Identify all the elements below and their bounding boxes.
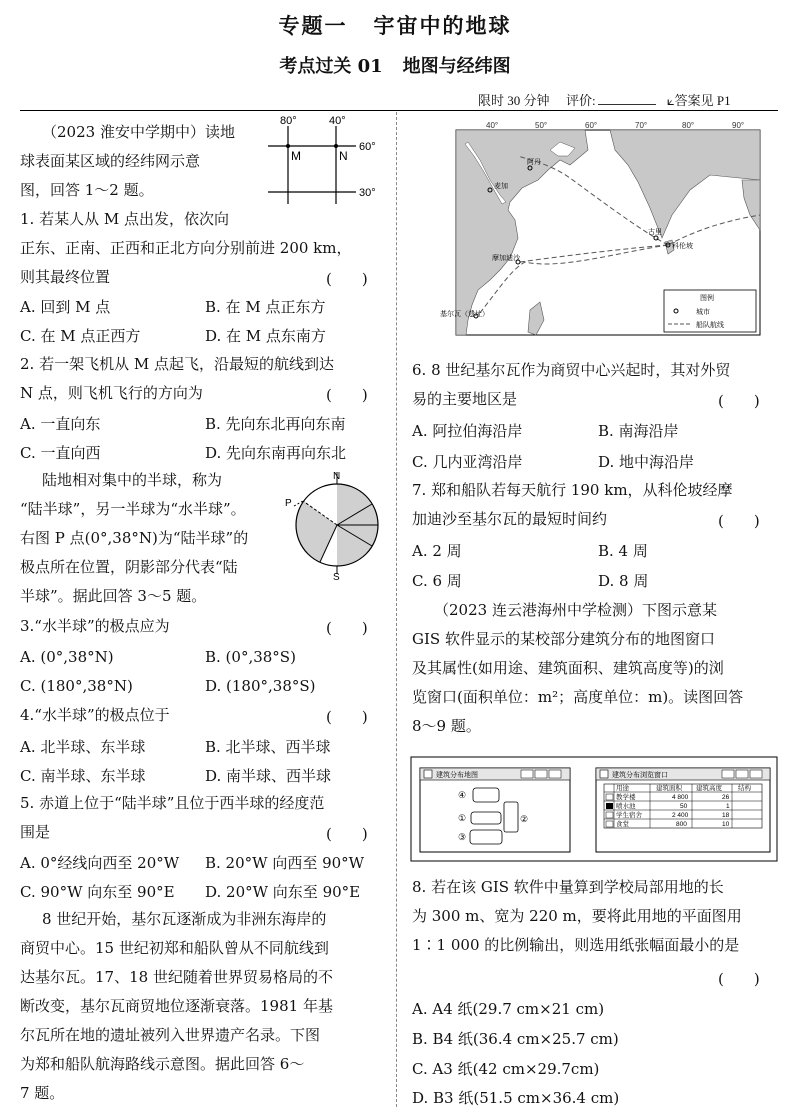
city-kilwa: 基尔瓦（遗址）: [440, 311, 489, 318]
gis-row-1-height: 26: [722, 794, 730, 801]
q4-answer-blank[interactable]: ( ): [326, 708, 368, 726]
q1-line-3: 则其最终位置: [20, 268, 111, 286]
q2-option-b[interactable]: B. 先向东北再向东南: [205, 415, 346, 433]
q1-option-b[interactable]: B. 在 M 点正东方: [205, 298, 326, 316]
intro-2-line-1: 陆地相对集中的半球，称为: [42, 471, 223, 489]
column-divider: [396, 112, 397, 1107]
hemisphere-figure: [282, 468, 382, 580]
q2-line-2: N 点，则飞机飞行的方向为: [20, 384, 203, 402]
q1-line-2: 正东、正南、正西和正北方向分别前进 200 km，: [20, 239, 352, 257]
gis-row-3-area: 2 400: [672, 812, 689, 819]
q8-option-a[interactable]: A. A4 纸(29.7 cm×21 cm): [412, 1000, 605, 1018]
map-lon-70: 70°: [635, 121, 648, 130]
time-limit: 限时 30 分钟: [478, 93, 550, 108]
q8-option-d[interactable]: D. B3 纸(51.5 cm×36.4 cm): [412, 1089, 620, 1107]
q4-option-b[interactable]: B. 北半球、西半球: [205, 738, 331, 756]
q5-option-c[interactable]: C. 90°W 向东至 90°E: [20, 883, 175, 901]
q6-option-a[interactable]: A. 阿拉伯海沿岸: [412, 422, 523, 440]
map-lon-80: 80°: [682, 121, 695, 130]
title-right: 宇宙中的地球: [373, 13, 512, 38]
q8-answer-blank[interactable]: ( ): [718, 970, 760, 988]
subtitle-left: 考点过关 01: [279, 56, 383, 77]
map-lon-60: 60°: [585, 121, 598, 130]
lat-label-60: 60°: [359, 141, 376, 153]
point-n: N: [339, 149, 348, 163]
q1-line-1: 1. 若某人从 M 点出发，依次向: [20, 210, 229, 228]
q8-line-2: 为 300 m、宽为 220 m，要将此用地的平面图用: [412, 907, 742, 925]
q7-option-b[interactable]: B. 4 周: [598, 542, 648, 560]
q7-option-c[interactable]: C. 6 周: [412, 572, 462, 590]
answer-reference: ⟀答案见 P1: [666, 93, 731, 108]
gis-row-3-use: 学生宿舍: [616, 812, 642, 819]
q3-option-d[interactable]: D. (180°,38°S): [205, 677, 316, 695]
intro-1-line-2: 球表面某区域的经纬网示意: [20, 152, 201, 170]
intro-3-line-4: 断改变，基尔瓦商贸地位逐渐衰落。1981 年基: [20, 997, 333, 1015]
q2-option-c[interactable]: C. 一直向西: [20, 444, 101, 462]
q6-line-2: 易的主要地区是: [412, 390, 518, 408]
gis-header-structure: 结构: [738, 785, 751, 792]
gis-row-2-use: 喷水池: [616, 803, 636, 810]
q4-option-a[interactable]: A. 北半球、东半球: [20, 738, 146, 756]
lon-label-80: 80°: [280, 115, 297, 127]
voyage-map: [410, 120, 780, 348]
gis-marker-2: ②: [520, 814, 529, 824]
q1-option-a[interactable]: A. 回到 M 点: [20, 298, 111, 316]
city-mogadishu: 摩加迪沙: [492, 255, 520, 262]
q5-line-1: 5. 赤道上位于“陆半球”且位于西半球的经度范: [20, 794, 325, 812]
gis-row-1-area: 4 800: [672, 794, 689, 801]
q8-line-1: 8. 若在该 GIS 软件中量算到学校局部用地的长: [412, 878, 724, 896]
point-m: M: [291, 149, 301, 163]
q6-answer-blank[interactable]: ( ): [718, 392, 760, 410]
q3-option-b[interactable]: B. (0°,38°S): [205, 648, 296, 666]
meta-info: [478, 90, 731, 109]
gis-marker-1: ①: [458, 813, 467, 823]
intro-1-line-3: 图，回答 1～2 题。: [20, 181, 154, 199]
q2-answer-blank[interactable]: ( ): [326, 386, 368, 404]
city-mecca: 麦加: [494, 183, 508, 190]
q6-option-b[interactable]: B. 南海沿岸: [598, 422, 679, 440]
intro-2-line-4: 极点所在位置，阴影部分代表“陆: [20, 558, 238, 576]
gis-map-title: 建筑分布地图: [436, 772, 478, 779]
city-aden: 阿丹: [527, 159, 541, 166]
page-subtitle: [0, 52, 790, 78]
intro-3-line-5: 尔瓦所在地的遗址被列入世界遗产名录。下图: [20, 1026, 321, 1044]
intro-4-line-2: GIS 软件显示的某校部分建筑分布的地图窗口: [412, 630, 715, 648]
intro-4-line-1: （2023 连云港海州中学检测）下图示意某: [434, 601, 717, 619]
subtitle-right: 地图与经纬图: [402, 56, 511, 77]
intro-2-line-3: 右图 P 点(0°,38°N)为“陆半球”的: [20, 529, 249, 547]
q3-option-c[interactable]: C. (180°,38°N): [20, 677, 133, 695]
page-title: [0, 10, 790, 40]
gis-marker-4: ④: [458, 790, 467, 800]
q5-option-b[interactable]: B. 20°W 向西至 90°W: [205, 854, 365, 872]
q7-option-a[interactable]: A. 2 周: [412, 542, 462, 560]
q7-line-1: 7. 郑和船队若每天航行 190 km，从科伦坡经摩: [412, 481, 733, 499]
map-lon-90: 90°: [732, 121, 745, 130]
gis-header-area: 建筑面积: [656, 785, 682, 792]
q2-line-1: 2. 若一架飞机从 M 点起飞，沿最短的航线到达: [20, 355, 334, 373]
gis-row-1-use: 教学楼: [616, 794, 636, 801]
rating-blank[interactable]: [598, 104, 656, 105]
graticule-figure: [258, 114, 388, 206]
q3-answer-blank[interactable]: ( ): [326, 619, 368, 637]
q7-line-2: 加迪沙至基尔瓦的最短时间约: [412, 510, 608, 528]
gis-figure: [410, 756, 780, 864]
q6-option-d[interactable]: D. 地中海沿岸: [598, 453, 695, 471]
header-rule: [20, 110, 778, 111]
gis-row-2-area: 50: [680, 803, 688, 810]
globe-label-s: S: [333, 572, 340, 580]
intro-1-line-1: （2023 淮安中学期中）读地: [42, 123, 235, 141]
globe-label-p: P: [285, 498, 292, 509]
q8-option-c[interactable]: C. A3 纸(42 cm×29.7cm): [412, 1060, 600, 1078]
map-lon-40: 40°: [486, 121, 499, 130]
q6-option-c[interactable]: C. 几内亚湾沿岸: [412, 453, 523, 471]
intro-3-line-1: 8 世纪开始，基尔瓦逐渐成为非洲东海岸的: [42, 910, 327, 928]
gis-row-4-use: 食堂: [616, 821, 629, 828]
legend-city: 城市: [696, 309, 710, 316]
q3-option-a[interactable]: A. (0°,38°N): [20, 648, 114, 666]
intro-3-line-3: 达基尔瓦。17、18 世纪随着世界贸易格局的不: [20, 968, 333, 986]
q8-line-3: 1∶1 000 的比例输出，则选用纸张幅面最小的是: [412, 936, 740, 954]
city-colombo: 科伦坡: [672, 243, 693, 250]
gis-row-4-height: 10: [722, 821, 730, 828]
intro-2-line-2: “陆半球”，另一半球为“水半球”。: [20, 500, 246, 518]
q7-option-d[interactable]: D. 8 周: [598, 572, 649, 590]
intro-2-line-5: 半球”。据此回答 3～5 题。: [20, 587, 207, 605]
q6-line-1: 6. 8 世纪基尔瓦作为商贸中心兴起时，其对外贸: [412, 361, 731, 379]
city-calicut: 古里: [648, 229, 662, 236]
map-lon-50: 50°: [535, 121, 548, 130]
gis-row-2-height: 1: [726, 803, 730, 810]
intro-4-line-3: 及其属性(如用途、建筑面积、建筑高度等)的浏: [412, 659, 724, 677]
intro-3-line-2: 商贸中心。15 世纪初郑和船队曾从不同航线到: [20, 939, 329, 957]
legend-title: 图例: [700, 295, 714, 302]
gis-browse-title: 建筑分布浏览窗口: [612, 772, 668, 779]
gis-row-3-height: 18: [722, 812, 730, 819]
q4-line: 4.“水半球”的极点位于: [20, 706, 170, 724]
gis-marker-3: ③: [458, 832, 467, 842]
intro-4-line-4: 览窗口(面积单位：m²；高度单位：m)。读图回答: [412, 688, 744, 706]
q3-line: 3.“水半球”的极点应为: [20, 617, 170, 635]
globe-label-n: N: [333, 471, 341, 482]
q5-option-d[interactable]: D. 20°W 向东至 90°E: [205, 883, 361, 901]
rating-label: 评价:: [566, 93, 596, 108]
legend-route: 船队航线: [696, 322, 724, 329]
q7-answer-blank[interactable]: ( ): [718, 512, 760, 530]
gis-header-use: 用途: [616, 785, 629, 792]
gis-row-4-area: 800: [676, 821, 687, 828]
q1-option-d[interactable]: D. 在 M 点东南方: [205, 327, 326, 345]
q5-option-a[interactable]: A. 0°经线向西至 20°W: [20, 854, 180, 872]
q4-option-c[interactable]: C. 南半球、东半球: [20, 767, 146, 785]
lat-label-30: 30°: [359, 187, 376, 199]
q5-line-2: 围是: [20, 823, 51, 841]
gis-header-height: 建筑高度: [696, 785, 722, 792]
q4-option-d[interactable]: D. 南半球、西半球: [205, 767, 332, 785]
q2-option-a[interactable]: A. 一直向东: [20, 415, 101, 433]
intro-3-line-7: 7 题。: [20, 1084, 65, 1102]
lon-label-40: 40°: [329, 115, 346, 127]
intro-4-line-5: 8～9 题。: [412, 717, 481, 735]
q1-option-c[interactable]: C. 在 M 点正西方: [20, 327, 141, 345]
q2-option-d[interactable]: D. 先向东南再向东北: [205, 444, 347, 462]
q8-option-b[interactable]: B. B4 纸(36.4 cm×25.7 cm): [412, 1030, 619, 1048]
q1-answer-blank[interactable]: ( ): [326, 270, 368, 288]
title-left: 专题一: [278, 13, 348, 38]
q5-answer-blank[interactable]: ( ): [326, 825, 368, 843]
intro-3-line-6: 为郑和船队航海路线示意图。据此回答 6～: [20, 1055, 305, 1073]
